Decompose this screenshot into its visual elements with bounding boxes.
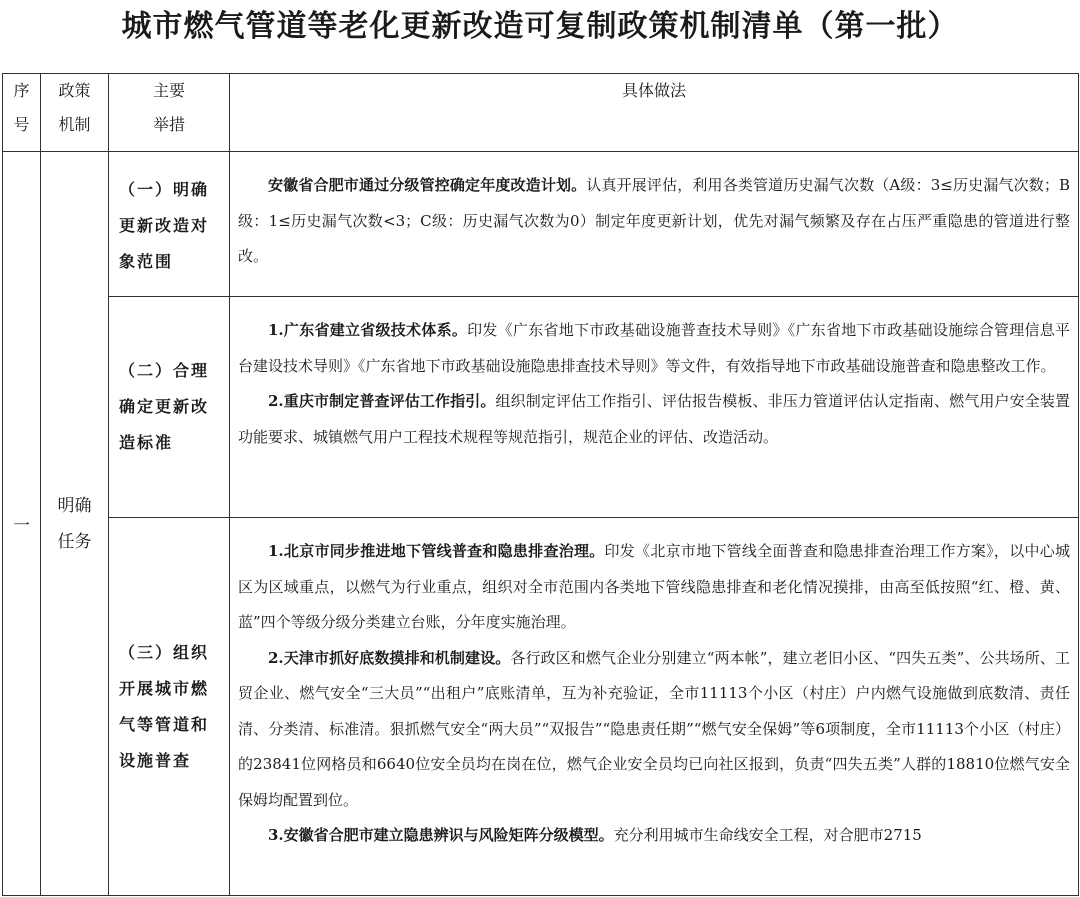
measure-line: （一）明确 (119, 180, 210, 199)
practice-paragraph (238, 384, 1070, 455)
practice-cell (230, 297, 1079, 518)
measure-line: 确定更新改 (119, 397, 210, 416)
practice-text: 组织制定评估工作指引、评估报告模板、非压力管道评估认定指南、燃气用户安全装置功能要求、城镇燃气用户工程技术规程等规范指引，规范企业的评估、改造活动。 (238, 392, 1070, 446)
measure-line: 造标准 (119, 433, 174, 452)
measure-cell (109, 152, 230, 297)
table-header-row (3, 74, 1079, 152)
practice-paragraph (238, 313, 1070, 384)
section-category-line2: 任务 (57, 531, 92, 552)
header-index-line1: 序 (13, 81, 30, 100)
measure-cell (109, 297, 230, 518)
policy-table (2, 73, 1079, 896)
practice-cell (230, 152, 1079, 297)
measure-line: （三）组织 (119, 642, 210, 662)
measure-line: 象范围 (119, 252, 174, 271)
practice-paragraph (238, 641, 1070, 819)
practice-text: 印发《北京市地下管线全面普查和隐患排查治理工作方案》，以中心城区为区域重点，以燃气为行业重点，组织对全市范围内各类地下管线隐患排查和老化情况摸排，由高至低按照“红、橙、黄、蓝”四个等级分级分类建立台账，分年度实施治理。 (238, 542, 1070, 631)
header-measure-line2: 举措 (152, 115, 185, 134)
practice-text: 印发《广东省地下市政基础设施普查技术导则》《广东省地下市政基础设施综合管理信息平台建设技术导则》《广东省地下市政基础设施隐患排查技术导则》等文件，有效指导地下市政基础设施普查和隐患整改工作。 (238, 321, 1070, 375)
practice-lead: 1.北京市同步推进地下管线普查和隐患排查治理。 (268, 542, 605, 560)
practice-text: 认真开展评估，利用各类管道历史漏气次数（A级：3≤历史漏气次数；B级：1≤历史漏气次数<3；C级：历史漏气次数为0）制定年度更新计划，优先对漏气频繁及存在占压严重隐患的管道进行整改。 (238, 176, 1070, 265)
section-category-line1: 明确 (57, 495, 92, 516)
practice-lead: 安徽省合肥市通过分级管控确定年度改造计划。 (268, 176, 587, 194)
measure-line: 开展城市燃 (119, 678, 210, 698)
header-index (3, 74, 41, 152)
header-index-line2: 号 (13, 115, 30, 134)
practice-text: 各行政区和燃气企业分别建立“两本帐”，建立老旧小区、“四失五类”、公共场所、工贸企业、燃气安全“三大员”“出租户”底账清单，互为补充验证，全市11113个小区（村庄）户内燃气设施做到底数清、责任清、分类清、标准清。狠抓燃气安全“两大员”“双报告”“隐患责任期”“燃气安全保姆”等6项制度，全市11113个小区（村庄）的23841位网格员和6640位安全员均在岗在位，燃气企业安全员均已向社区报到，负责“四失五类”人群的18810位燃气安全保姆均配置到位。 (238, 648, 1070, 809)
table-row (3, 297, 1079, 518)
practice-lead: 3.安徽省合肥市建立隐患辨识与风险矩阵分级模型。 (268, 826, 614, 844)
practice-paragraph (238, 818, 1070, 854)
measure-line: 设施普查 (119, 750, 192, 770)
practice-lead: 2.重庆市制定普查评估工作指引。 (268, 392, 496, 410)
header-practice: 具体做法 (230, 74, 1079, 152)
measure-line: 更新改造对 (119, 216, 210, 235)
practice-cell (230, 518, 1079, 896)
practice-paragraph (238, 534, 1070, 641)
table-row (3, 152, 1079, 297)
measure-line: 气等管道和 (119, 714, 210, 734)
practice-lead: 1.广东省建立省级技术体系。 (268, 321, 468, 339)
header-policy-line1: 政策 (58, 81, 91, 100)
measure-line: （二）合理 (119, 361, 210, 380)
practice-text: 充分利用城市生命线安全工程，对合肥市2715 (613, 826, 922, 844)
section-category (41, 152, 109, 896)
header-policy-line2: 机制 (58, 115, 91, 134)
header-measure (109, 74, 230, 152)
header-policy (41, 74, 109, 152)
practice-paragraph (238, 168, 1070, 275)
table-row (3, 518, 1079, 896)
practice-lead: 2.天津市抓好底数摸排和机制建设。 (268, 648, 511, 667)
section-index: 一 (3, 152, 41, 896)
measure-cell (109, 518, 230, 896)
header-measure-line1: 主要 (152, 81, 185, 100)
document-title: 城市燃气管道等老化更新改造可复制政策机制清单（第一批） (121, 9, 959, 44)
